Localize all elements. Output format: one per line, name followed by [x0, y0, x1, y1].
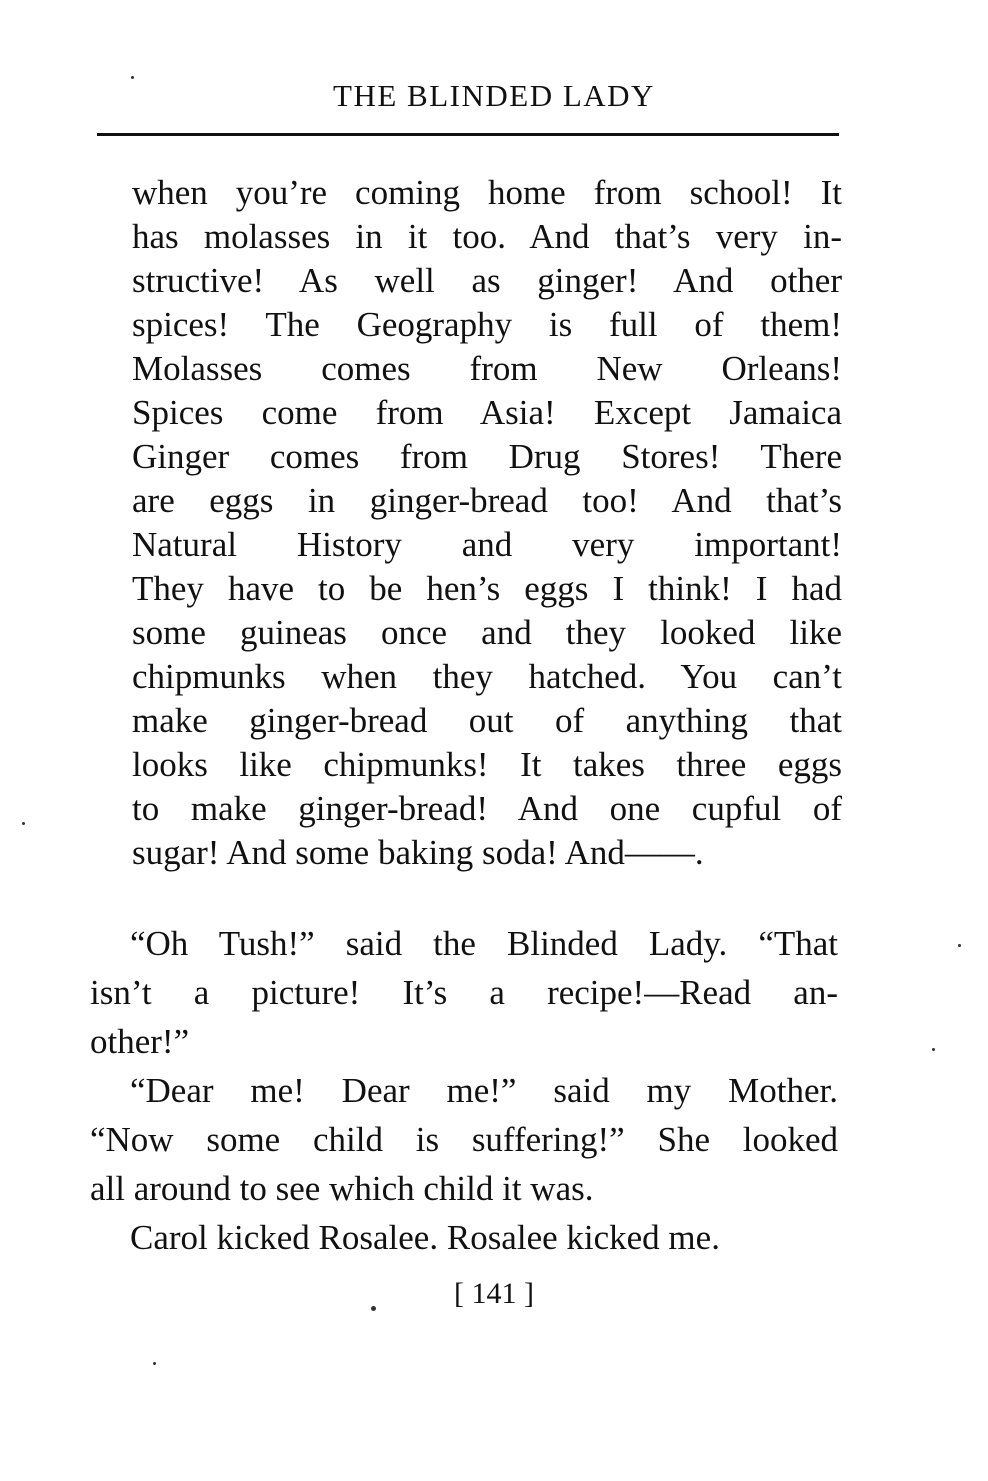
text-line: other!” — [90, 1022, 190, 1061]
text-line: “Oh Tush!” said the Blinded Lady. “That — [130, 924, 838, 963]
print-speck — [22, 822, 25, 825]
text-line: isn’t a picture! It’s a recipe!—Read an- — [90, 973, 838, 1012]
text-line: chipmunks when they hatched. You can’t — [132, 657, 842, 696]
text-line: some guineas once and they looked like — [132, 613, 842, 652]
text-line: structive! As well as ginger! And other — [132, 261, 842, 300]
text-line: all around to see which child it was. — [90, 1169, 594, 1208]
paragraph — [90, 919, 838, 1066]
text-line: when you’re coming home from school! It — [132, 173, 842, 212]
text-line: are eggs in ginger-bread too! And that’s — [132, 481, 842, 520]
text-line: Ginger comes from Drug Stores! There — [132, 437, 842, 476]
text-line: “Dear me! Dear me!” said my Mother. — [130, 1071, 838, 1110]
body-text — [90, 919, 838, 1262]
text-line: make ginger-bread out of anything that — [132, 701, 842, 740]
text-line: Carol kicked Rosalee. Rosalee kicked me. — [130, 1218, 720, 1257]
text-line: Spices come from Asia! Except Jamaica — [132, 393, 842, 432]
text-line: looks like chipmunks! It takes three eggs — [132, 745, 842, 784]
running-head: THE BLINDED LADY — [333, 78, 655, 113]
text-line: “Now some child is suffering!” She looked — [90, 1120, 838, 1159]
paragraph — [90, 1213, 838, 1262]
text-line: They have to be hen’s eggs I think! I had — [132, 569, 842, 608]
text-line: has molasses in it too. And that’s very in- — [132, 217, 842, 256]
page-number: [ 141 ] — [454, 1277, 534, 1310]
text-line: sugar! And some baking soda! And——. — [132, 833, 704, 872]
print-speck — [958, 944, 961, 947]
print-speck — [131, 76, 134, 79]
text-line: spices! The Geography is full of them! — [132, 305, 842, 344]
text-line: Natural History and very important! — [132, 525, 842, 564]
print-speck — [932, 1048, 935, 1051]
print-speck — [371, 1306, 376, 1311]
text-line: to make ginger-bread! And one cupful of — [132, 789, 842, 828]
paragraph — [90, 1066, 838, 1213]
text-line: Molasses comes from New Orleans! — [132, 349, 842, 388]
print-speck — [153, 1362, 156, 1365]
quoted-passage — [132, 171, 842, 875]
header-rule — [97, 133, 839, 136]
